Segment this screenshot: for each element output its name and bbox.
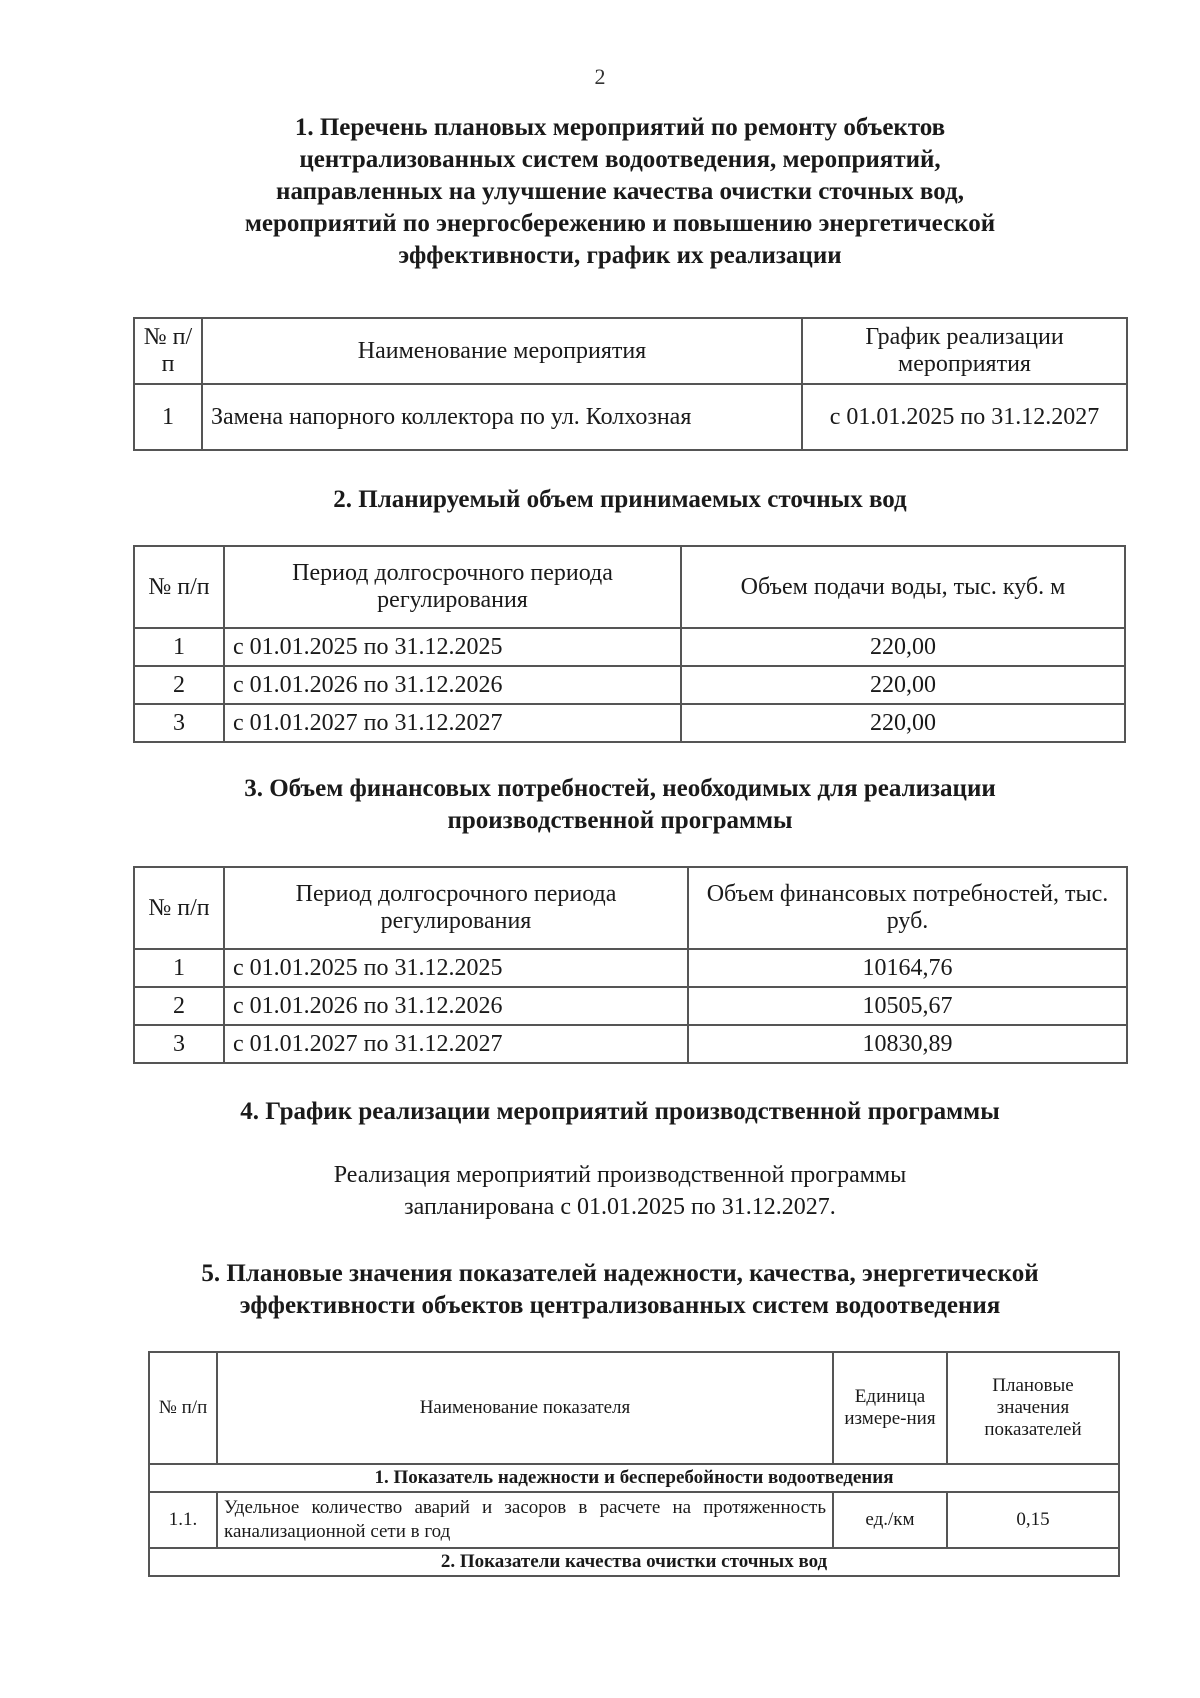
section1-title-line: централизованных систем водоотведения, мероприятий,	[299, 146, 941, 173]
section5-title	[120, 1258, 1120, 1322]
table-header-row	[134, 318, 1127, 384]
table-cell: 220,00	[681, 666, 1125, 704]
section5-title-line: 5. Плановые значения показателей надежности, качества, энергетической	[201, 1260, 1039, 1287]
section3-title	[120, 773, 1120, 837]
section1-title-line: направленных на улучшение качества очистки сточных вод,	[276, 178, 964, 205]
table-row	[134, 384, 1127, 450]
table-cell: с 01.01.2025 по 31.12.2027	[802, 384, 1127, 450]
header-cell: № п/п	[149, 1352, 217, 1464]
header-cell: № п/п	[134, 546, 224, 628]
table-header-row	[149, 1352, 1119, 1464]
table-row	[134, 628, 1125, 666]
indicators-table	[148, 1351, 1120, 1577]
header-cell: Единица измере-ния	[833, 1352, 947, 1464]
table-row	[134, 987, 1127, 1025]
table-cell: 1	[134, 949, 224, 987]
table-cell: 1	[134, 628, 224, 666]
section4-title: 4. График реализации мероприятий производственной программы	[240, 1098, 1000, 1125]
header-cell: Объем подачи воды, тыс. куб. м	[681, 546, 1125, 628]
table-cell: Удельное количество аварий и засоров в расчете на протяженность канализационной сети в год	[217, 1492, 833, 1548]
table-cell: с 01.01.2027 по 31.12.2027	[224, 704, 681, 742]
header-cell: № п/п	[134, 867, 224, 949]
table-cell: с 01.01.2025 по 31.12.2025	[224, 628, 681, 666]
table-cell: ед./км	[833, 1492, 947, 1548]
header-cell: Наименование мероприятия	[202, 318, 802, 384]
finance-table	[133, 866, 1128, 1064]
table-cell: 2	[134, 987, 224, 1025]
table-cell: с 01.01.2026 по 31.12.2026	[224, 987, 688, 1025]
table-header-row	[134, 867, 1127, 949]
table-row	[134, 704, 1125, 742]
table-cell: 2	[134, 666, 224, 704]
group-heading: 2. Показатели качества очистки сточных вод	[149, 1548, 1119, 1576]
header-cell: Период долгосрочного периода регулирования	[224, 867, 688, 949]
table-cell: 220,00	[681, 704, 1125, 742]
header-cell: Плановые значения показателей	[947, 1352, 1119, 1464]
section1-title-line: эффективности, график их реализации	[398, 242, 842, 269]
section1-title	[120, 112, 1120, 272]
table-row	[134, 666, 1125, 704]
section2-title: 2. Планируемый объем принимаемых сточных вод	[333, 486, 907, 513]
group-heading: 1. Показатель надежности и бесперебойности водоотведения	[149, 1464, 1119, 1492]
table-cell: с 01.01.2027 по 31.12.2027	[224, 1025, 688, 1063]
table-cell: 220,00	[681, 628, 1125, 666]
header-cell: График реализации мероприятия	[802, 318, 1127, 384]
table-cell: 10830,89	[688, 1025, 1127, 1063]
section4-text-line: Реализация мероприятий производственной программы	[333, 1162, 907, 1188]
table-cell: 3	[134, 1025, 224, 1063]
section1-title-line: 1. Перечень плановых мероприятий по ремонту объектов	[294, 114, 946, 141]
measures-table	[133, 317, 1128, 451]
section5-title-line: эффективности объектов централизованных систем водоотведения	[239, 1292, 1001, 1319]
section4-text-line: запланирована с 01.01.2025 по 31.12.2027.	[404, 1194, 836, 1220]
table-row	[134, 949, 1127, 987]
table-cell: 3	[134, 704, 224, 742]
table-group-row	[149, 1464, 1119, 1492]
section3-title-line: 3. Объем финансовых потребностей, необходимых для реализации	[244, 775, 996, 802]
header-cell: Наименование показателя	[217, 1352, 833, 1464]
table-group-row	[149, 1548, 1119, 1576]
table-cell: с 01.01.2025 по 31.12.2025	[224, 949, 688, 987]
table-row	[149, 1492, 1119, 1548]
table-cell: 1.1.	[149, 1492, 217, 1548]
header-cell: Объем финансовых потребностей, тыс. руб.	[688, 867, 1127, 949]
header-cell: Период долгосрочного периода регулирования	[224, 546, 681, 628]
table-cell: 1	[134, 384, 202, 450]
header-cell: № п/п	[134, 318, 202, 384]
table-cell: с 01.01.2026 по 31.12.2026	[224, 666, 681, 704]
volume-table	[133, 545, 1126, 743]
section1-title-line: мероприятий по энергосбережению и повышению энергетической	[244, 210, 996, 237]
table-cell: Замена напорного коллектора по ул. Колхозная	[202, 384, 802, 450]
table-cell: 10505,67	[688, 987, 1127, 1025]
table-row	[134, 1025, 1127, 1063]
table-header-row	[134, 546, 1125, 628]
table-cell: 10164,76	[688, 949, 1127, 987]
page-number: 2	[594, 64, 606, 89]
table-cell: 0,15	[947, 1492, 1119, 1548]
section4-text	[120, 1159, 1120, 1223]
section3-title-line: производственной программы	[447, 807, 793, 834]
